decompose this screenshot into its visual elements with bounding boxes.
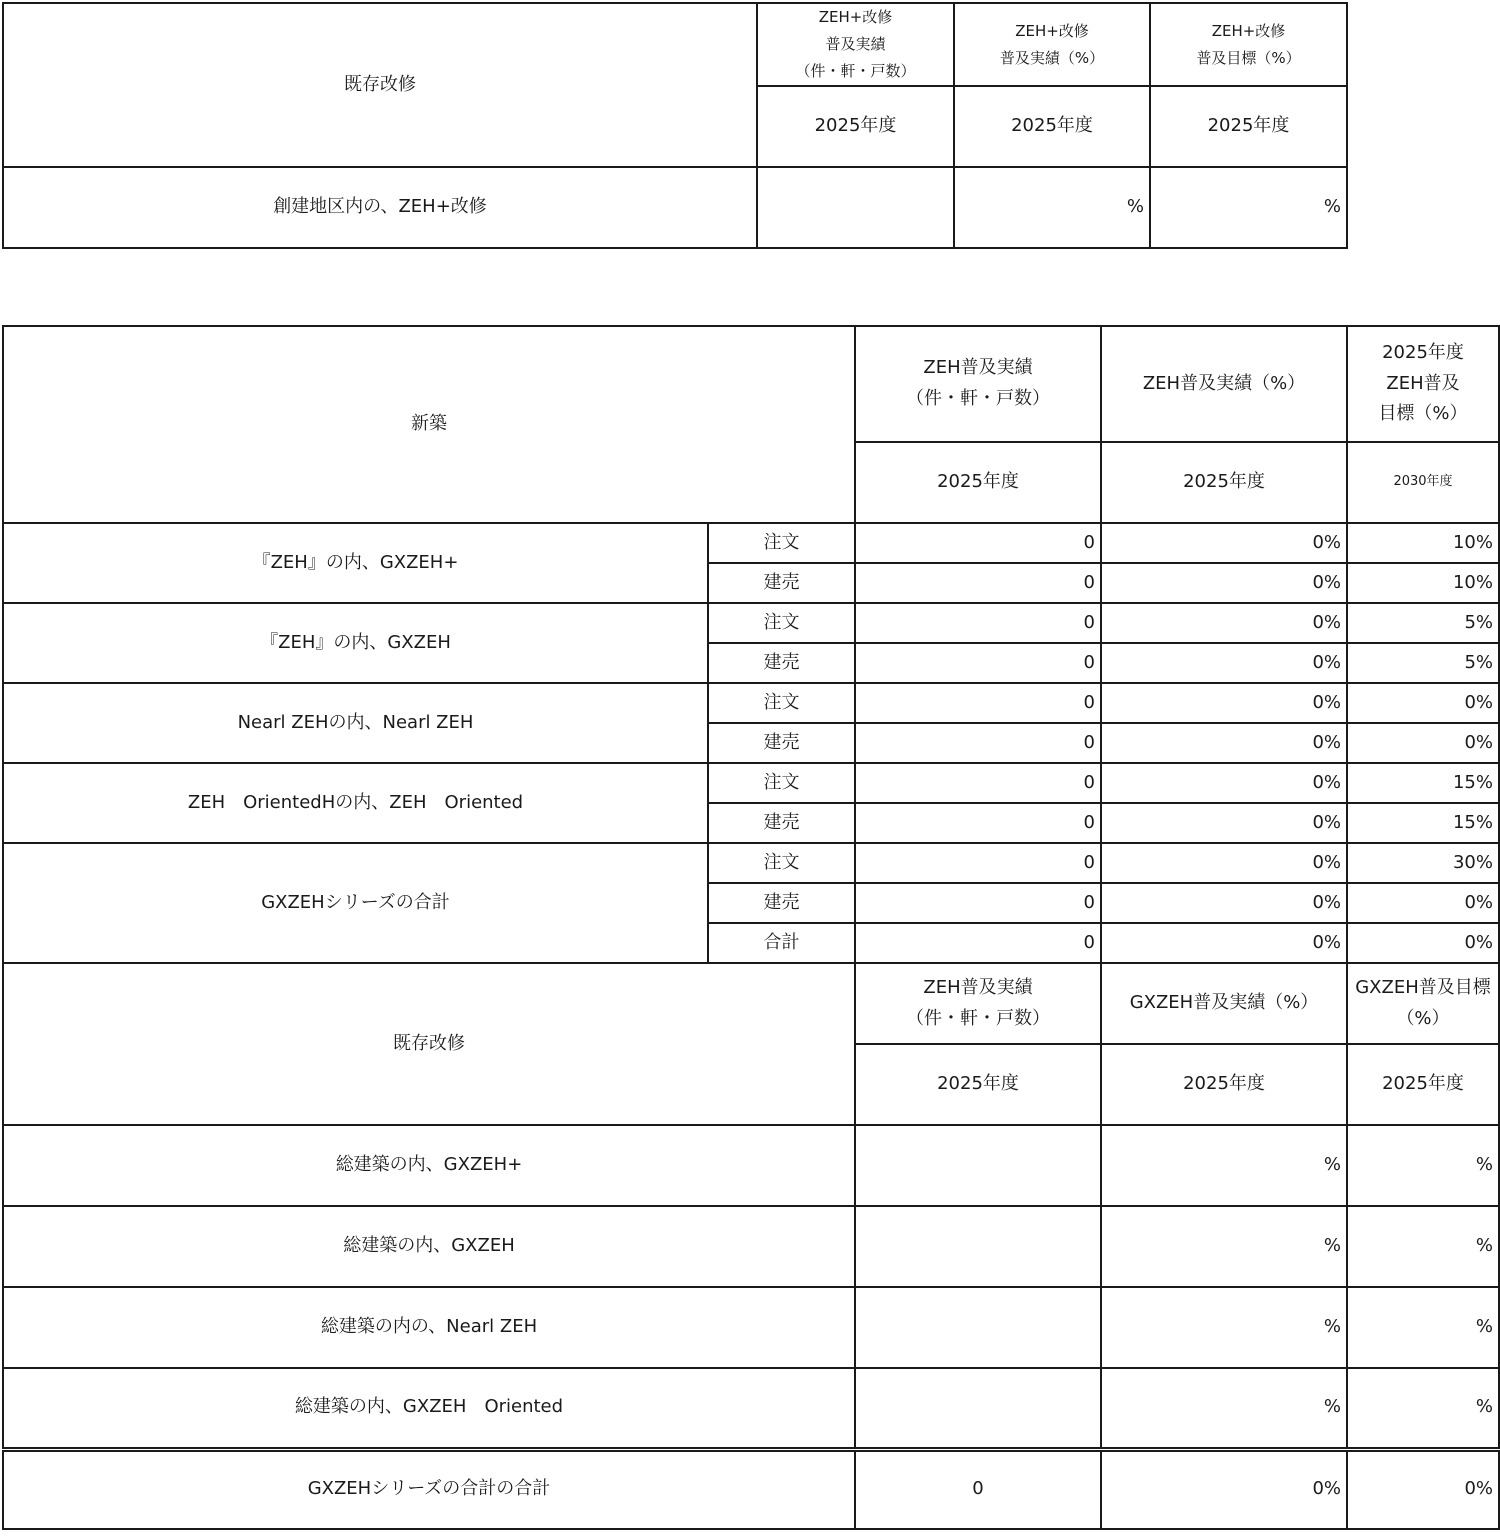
count-column-header: ZEH+改修 普及実績 （件・軒・戸数） [757,3,954,86]
actual-pct-cell[interactable]: 0% [1101,763,1347,803]
renovation-zeh-plus-table [2,2,1348,249]
actual-pct-cell[interactable]: 0% [1101,603,1347,643]
grand-total-actual-pct: 0% [1101,1449,1347,1529]
actual-pct-cell[interactable]: 0% [1101,803,1347,843]
count-cell[interactable]: 0 [855,883,1101,923]
type-label: 注文 [708,603,855,643]
year-header: 2025年度 [1101,1044,1347,1125]
target-pct-cell[interactable]: 15% [1347,763,1499,803]
target-pct-cell[interactable]: 0% [1347,683,1499,723]
type-label: 建売 [708,803,855,843]
group-label: Nearl ZEHの内、Nearl ZEH [3,683,708,763]
year-header: 2025年度 [954,86,1150,167]
type-label: 建売 [708,563,855,603]
actual-pct-cell[interactable]: 0% [1101,723,1347,763]
count-cell[interactable] [855,1125,1101,1206]
count-cell[interactable]: 0 [855,643,1101,683]
table-row [3,763,1499,803]
year-header: 2025年度 [855,442,1101,523]
row-label: 総建築の内、GXZEH Oriented [3,1368,855,1449]
type-label: 注文 [708,523,855,563]
count-cell[interactable]: 0 [855,843,1101,883]
group-label: 『ZEH』の内、GXZEH+ [3,523,708,603]
count-cell[interactable]: 0 [855,723,1101,763]
target-pct-column-header: GXZEH普及目標 （%） [1347,963,1499,1044]
actual-pct-cell[interactable]: % [1101,1368,1347,1449]
table-row [3,603,1499,643]
target-pct-cell[interactable]: 10% [1347,563,1499,603]
actual-pct-cell[interactable]: 0% [1101,643,1347,683]
type-label: 建売 [708,883,855,923]
actual-pct-column-header: ZEH普及実績（%） [1101,326,1347,442]
target-pct-cell[interactable]: 30% [1347,843,1499,883]
year-header: 2030年度 [1347,442,1499,523]
category-header: 既存改修 [3,3,757,167]
target-pct-cell[interactable]: 5% [1347,603,1499,643]
category-header: 新築 [3,326,855,523]
table-row [3,843,1499,883]
year-header: 2025年度 [1347,1044,1499,1125]
count-cell[interactable]: 0 [855,763,1101,803]
target-pct-cell[interactable]: 0% [1347,723,1499,763]
actual-pct-cell[interactable]: 0% [1101,683,1347,723]
actual-pct-cell[interactable]: 0% [1101,923,1347,963]
actual-pct-column-header: GXZEH普及実績（%） [1101,963,1347,1044]
year-header: 2025年度 [757,86,954,167]
count-cell[interactable] [855,1206,1101,1287]
category-header: 既存改修 [3,963,855,1125]
row-label: 創建地区内の、ZEH+改修 [3,167,757,248]
count-cell[interactable]: 0 [855,803,1101,843]
group-label: 『ZEH』の内、GXZEH [3,603,708,683]
table-row [3,1206,1499,1287]
type-label: 合計 [708,923,855,963]
type-label: 建売 [708,723,855,763]
count-cell[interactable] [855,1287,1101,1368]
row-label: 総建築の内、GXZEH+ [3,1125,855,1206]
table-row [3,683,1499,723]
count-cell[interactable]: 0 [855,523,1101,563]
actual-pct-cell[interactable]: % [1101,1287,1347,1368]
count-column-header: ZEH普及実績 （件・軒・戸数） [855,326,1101,442]
target-pct-cell[interactable]: 15% [1347,803,1499,843]
target-pct-cell[interactable]: 10% [1347,523,1499,563]
target-pct-column-header: 2025年度 ZEH普及 目標（%） [1347,326,1499,442]
row-label: 総建築の内、GXZEH [3,1206,855,1287]
target-pct-cell[interactable]: % [1150,167,1347,248]
type-label: 注文 [708,683,855,723]
row-label: 総建築の内の、Nearl ZEH [3,1287,855,1368]
actual-pct-cell[interactable]: 0% [1101,883,1347,923]
actual-pct-cell[interactable]: % [1101,1125,1347,1206]
count-cell[interactable]: 0 [855,603,1101,643]
year-header: 2025年度 [855,1044,1101,1125]
table-row [3,1287,1499,1368]
group-label: GXZEHシリーズの合計 [3,843,708,963]
type-label: 建売 [708,643,855,683]
table-row [3,1368,1499,1449]
table-row [3,523,1499,563]
year-header: 2025年度 [1150,86,1347,167]
count-column-header: ZEH普及実績 （件・軒・戸数） [855,963,1101,1044]
target-pct-cell[interactable]: 5% [1347,643,1499,683]
type-label: 注文 [708,843,855,883]
year-header: 2025年度 [1101,442,1347,523]
target-pct-cell[interactable]: 0% [1347,883,1499,923]
actual-pct-cell[interactable]: 0% [1101,523,1347,563]
table-row [3,1125,1499,1206]
actual-pct-cell[interactable]: % [954,167,1150,248]
grand-total-target-pct: 0% [1347,1449,1499,1529]
grand-total-label: GXZEHシリーズの合計の合計 [3,1449,855,1529]
target-pct-cell[interactable]: % [1347,1125,1499,1206]
count-cell[interactable] [757,167,954,248]
group-label: ZEH OrientedHの内、ZEH Oriented [3,763,708,843]
actual-pct-cell[interactable]: 0% [1101,843,1347,883]
target-pct-cell[interactable]: % [1347,1206,1499,1287]
new-construction-zeh-table [2,325,1500,1530]
target-pct-cell[interactable]: 0% [1347,923,1499,963]
type-label: 注文 [708,763,855,803]
actual-pct-cell[interactable]: 0% [1101,563,1347,603]
grand-total-count: 0 [855,1449,1101,1529]
count-cell[interactable]: 0 [855,563,1101,603]
count-cell[interactable]: 0 [855,683,1101,723]
count-cell[interactable]: 0 [855,923,1101,963]
target-pct-column-header: ZEH+改修 普及目標（%） [1150,3,1347,86]
actual-pct-column-header: ZEH+改修 普及実績（%） [954,3,1150,86]
grand-total-row [3,1449,1499,1529]
count-cell[interactable] [855,1368,1101,1449]
actual-pct-cell[interactable]: % [1101,1206,1347,1287]
target-pct-cell[interactable]: % [1347,1368,1499,1449]
table-row [3,167,1347,248]
target-pct-cell[interactable]: % [1347,1287,1499,1368]
